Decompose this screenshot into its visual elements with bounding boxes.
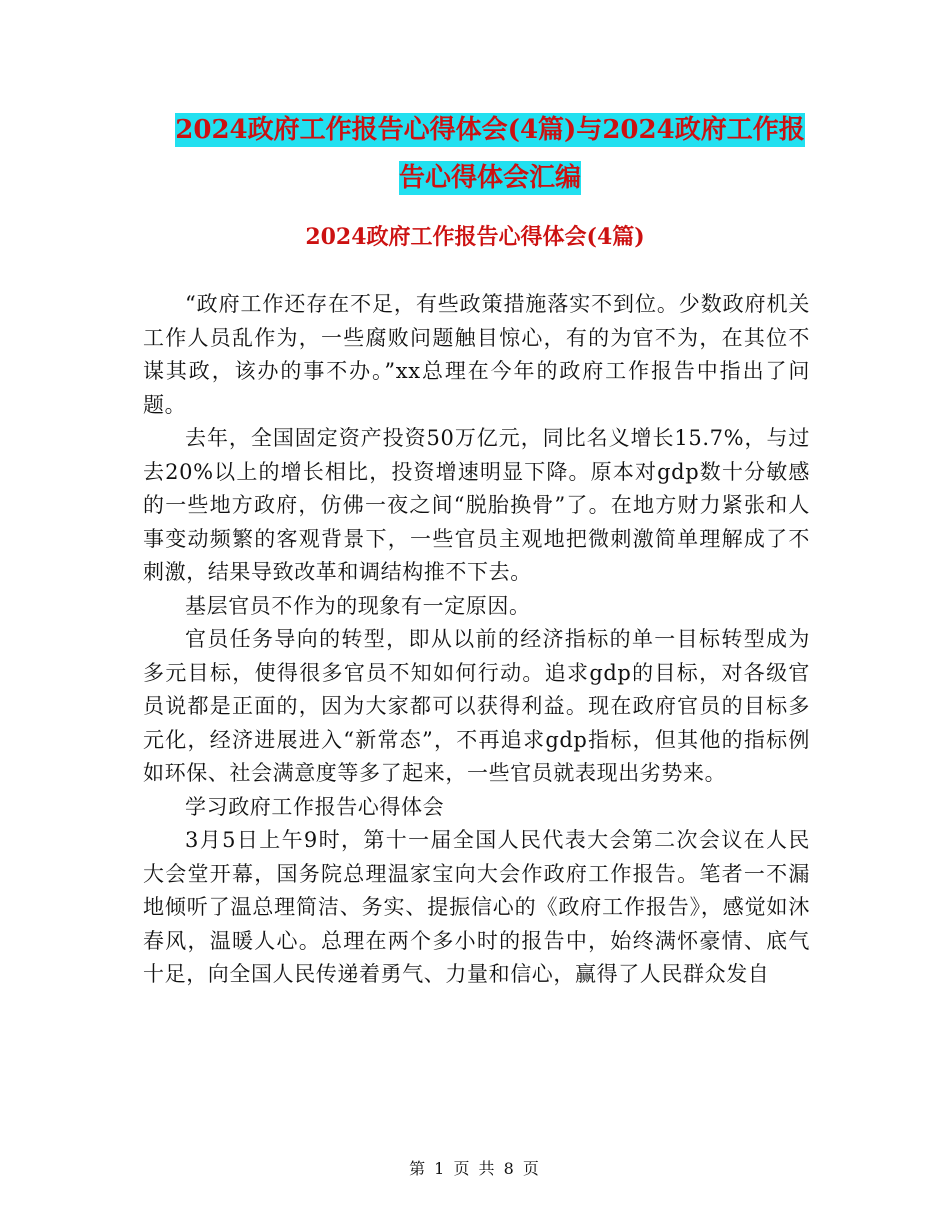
paragraph: “政府工作还存在不足，有些政策措施落实不到位。少数政府机关工作人员乱作为，一些腐败问题触目惊心，有的为官不为，在其位不谋其政，该办的事不办。”xx总理在今年的政府工作报告中指出了问题。 xyxy=(143,292,810,417)
paragraph: 3月5日上午9时，第十一届全国人民代表大会第二次会议在人民大会堂开幕，国务院总理温家宝向大会作政府工作报告。笔者一不漏地倾听了温总理简洁、务实、提振信心的《政府工作报告》，感觉如沐春风，温暖人心。总理在两个多小时的报告中，始终满怀豪情、底气十足，向全国人民传递着勇气、力量和信心，赢得了人民群众发自 xyxy=(143,828,810,986)
paragraph-heading: 学习政府工作报告心得体会 xyxy=(185,794,445,819)
title-line-1: 2024政府工作报告心得体会(4篇)与2024政府工作报 xyxy=(175,115,805,145)
section-heading: 2024政府工作报告心得体会(4篇) xyxy=(305,224,645,250)
paragraph: 官员任务导向的转型，即从以前的经济指标的单一目标转型成为多元目标，使得很多官员不知如何行动。追求gdp的目标，对各级官员说都是正面的，因为大家都可以获得利益。现在政府官员的目标多元化，经济进展进入“新常态”，不再追求gdp指标，但其他的指标例如环保、社会满意度等多了起来，一些官员就表现出劣势来。 xyxy=(143,627,810,785)
paragraph: 去年，全国固定资产投资50万亿元，同比名义增长15.7%，与过去20%以上的增长相比，投资增速明显下降。原本对gdp数十分敏感的一些地方政府，仿佛一夜之间“脱胎换骨”了。在地方财力紧张和人事变动频繁的客观背景下，一些官员主观地把微刺激简单理解成了不刺激，结果导致改革和调结构推不下去。 xyxy=(143,426,810,584)
page-number-footer: 第 1 页 共 8 页 xyxy=(409,1159,541,1178)
paragraph: 基层官员不作为的现象有一定原因。 xyxy=(185,593,531,618)
document-title xyxy=(140,106,840,202)
title-line-2: 告心得体会汇编 xyxy=(398,163,581,193)
document-body xyxy=(143,288,810,992)
